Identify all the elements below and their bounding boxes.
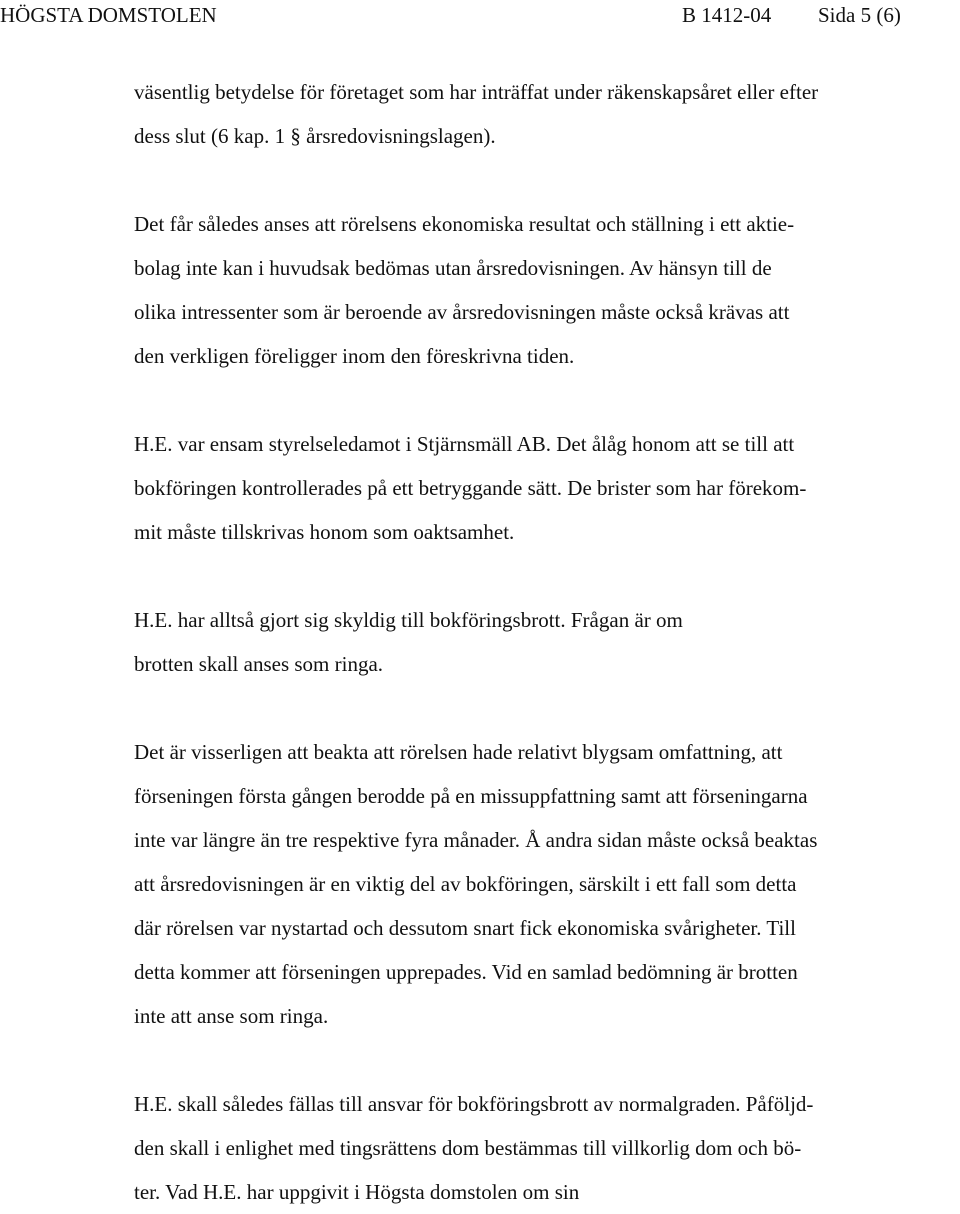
- text-line: där rörelsen var nystartad och dessutom snart fick ekonomiska svårigheter. Till: [134, 916, 796, 940]
- paragraph: [134, 598, 934, 686]
- text-line: bolag inte kan i huvudsak bedömas utan årsredovisningen. Av hänsyn till de: [134, 256, 772, 280]
- paragraph: [134, 422, 934, 554]
- document-body: [134, 70, 934, 1214]
- text-line: H.E. har alltså gjort sig skyldig till bokföringsbrott. Frågan är om: [134, 608, 683, 632]
- paragraph: [134, 202, 934, 378]
- paragraph: [134, 70, 934, 158]
- text-line: detta kommer att förseningen upprepades. Vid en samlad bedömning är brotten: [134, 960, 798, 984]
- text-line: ter. Vad H.E. har uppgivit i Högsta domstolen om sin: [134, 1180, 580, 1204]
- text-line: brotten skall anses som ringa.: [134, 652, 384, 676]
- text-line: H.E. var ensam styrelseledamot i Stjärnsmäll AB. Det ålåg honom att se till att: [134, 432, 795, 456]
- text-line: inte att anse som ringa.: [134, 1004, 329, 1028]
- text-line: bokföringen kontrollerades på ett betryggande sätt. De brister som har förekom-: [134, 476, 807, 500]
- text-line: olika intressenter som är beroende av årsredovisningen måste också krävas att: [134, 300, 790, 324]
- page-number: Sida 5 (6): [818, 3, 901, 27]
- text-line: H.E. skall således fällas till ansvar för bokföringsbrott av normalgraden. Påföljd-: [134, 1092, 814, 1116]
- text-line: att årsredovisningen är en viktig del av bokföringen, särskilt i ett fall som detta: [134, 872, 797, 896]
- text-line: dess slut (6 kap. 1 § årsredovisningslagen).: [134, 124, 496, 148]
- court-name: HÖGSTA DOMSTOLEN: [0, 3, 217, 27]
- text-line: Det får således anses att rörelsens ekonomiska resultat och ställning i ett aktie-: [134, 212, 795, 236]
- paragraph: [134, 730, 934, 1038]
- text-line: inte var längre än tre respektive fyra månader. Å andra sidan måste också beaktas: [134, 828, 818, 852]
- text-line: den skall i enlighet med tingsrättens dom bestämmas till villkorlig dom och bö-: [134, 1136, 802, 1160]
- text-line: Det är visserligen att beakta att rörelsen hade relativt blygsam omfattning, att: [134, 740, 783, 764]
- text-line: förseningen första gången berodde på en missuppfattning samt att förseningarna: [134, 784, 808, 808]
- paragraph: [134, 1082, 934, 1214]
- text-line: den verkligen föreligger inom den föreskrivna tiden.: [134, 344, 575, 368]
- case-number: B 1412-04: [682, 3, 772, 27]
- page-header: [0, 0, 960, 34]
- text-line: väsentlig betydelse för företaget som har inträffat under räkenskapsåret eller efter: [134, 80, 819, 104]
- text-line: mit måste tillskrivas honom som oaktsamhet.: [134, 520, 515, 544]
